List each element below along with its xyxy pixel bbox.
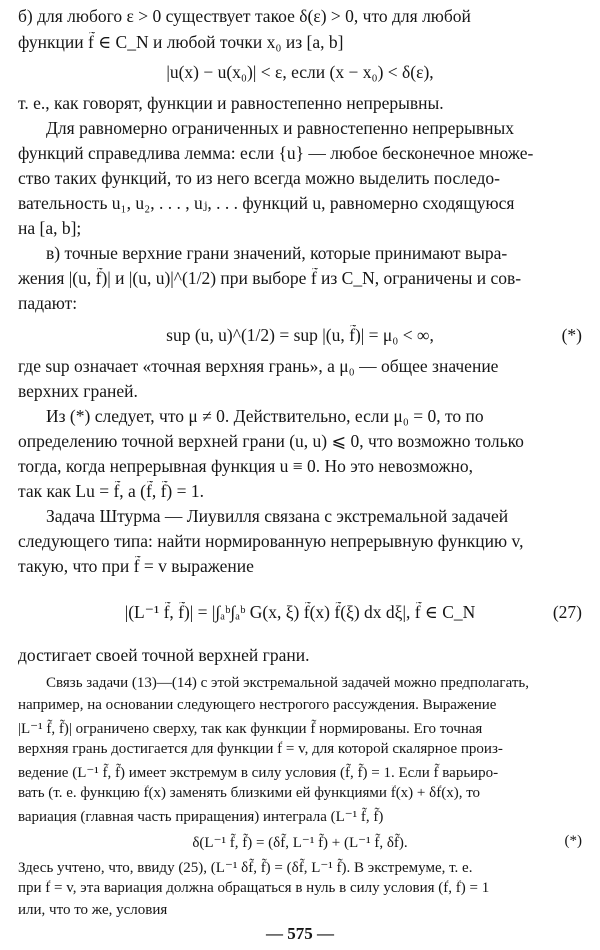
text-line: вариация (главная часть приращения) интеграла (L⁻¹ f̃, f̃) xyxy=(18,809,384,825)
equation-tag: (*) xyxy=(561,325,582,345)
text-line: или, что то же, условия xyxy=(18,902,168,918)
text-line: достигает своей точной верхней грани. xyxy=(18,645,310,665)
text-line: так как Lu = f̃, а (f̃, f̃) = 1. xyxy=(18,481,204,501)
text-line: например, на основании следующего нестрогого рассуждения. Выражение xyxy=(18,697,497,713)
text-line: жения |(u, f̃)| и |(u, u)|^(1/2) при выборе f̃ из C_N, ограничены и сов- xyxy=(18,268,522,288)
text-line: верхняя грань достигается для функции f̃ = v, для которой скалярное произ- xyxy=(18,741,503,757)
paragraph-start: Связь задачи (13)—(14) с этой экстремальной задачей можно предполагать, xyxy=(46,675,529,691)
text-line: ведение (L⁻¹ f̃, f̃) имеет экстремум в силу условия (f̃, f̃) = 1. Если f̃ варьиро- xyxy=(18,765,499,781)
formula-line: δ(L⁻¹ f̃, f̃) = (δf̃, L⁻¹ f̃) + (L⁻¹ f̃, δf̃). xyxy=(192,835,408,851)
formula-line: |(L⁻¹ f̃, f̃)| = |∫ₐᵇ∫ₐᵇ G(x, ξ) f̃(x) f̃(ξ) dx dξ|, f̃ ∈ C_N xyxy=(124,602,476,622)
paragraph-start: Из (*) следует, что μ ≠ 0. Действительно, если μ₀ = 0, то по xyxy=(46,406,484,426)
text-line: функции f̃ ∈ C_N и любой точки x₀ из [a, b] xyxy=(18,32,344,52)
text-line: б) для любого ε > 0 существует такое δ(ε) > 0, что для любой xyxy=(18,6,471,26)
formula-line: sup (u, u)^(1/2) = sup |(u, f̃)| = μ₀ < ∞, xyxy=(166,325,434,345)
text-line: при f̃ = v, эта вариация должна обращаться в нуль в силу условия (f̃, f̃) = 1 xyxy=(18,880,490,896)
page-number xyxy=(18,924,582,944)
equation-tag: (*) xyxy=(564,833,582,849)
text-line: где sup означает «точная верхняя грань», а μ₀ — общее значение xyxy=(18,356,499,376)
text-line: падают: xyxy=(18,293,78,313)
text-line: тогда, когда непрерывная функция u ≡ 0. Но это невозможно, xyxy=(18,456,473,476)
text-line: |L⁻¹ f̃, f̃)| ограничено сверху, так как функции f̃ нормированы. Его точная xyxy=(18,721,483,737)
text-line: функций справедлива лемма: если {u} — любое бесконечное множе- xyxy=(18,143,534,163)
paragraph-start: Для равномерно ограниченных и равностепенно непрерывных xyxy=(46,118,514,138)
text-line: Здесь учтено, что, ввиду (25), (L⁻¹ δf̃, f̃) = (δf̃, L⁻¹ f̃). В экстремуме, т. е. xyxy=(18,860,473,876)
text-line: верхних граней. xyxy=(18,381,138,401)
text-line: вательность u₁, u₂, . . . , uⱼ, . . . функций u, равномерно сходящуюся xyxy=(18,193,515,213)
text-line: на [a, b]; xyxy=(18,218,82,238)
text-line: т. е., как говорят, функции и равностепенно непрерывны. xyxy=(18,93,444,113)
formula-line: |u(x) − u(x₀)| < ε, если (x − x₀) < δ(ε), xyxy=(166,62,434,82)
text-line: следующего типа: найти нормированную непрерывную функцию v, xyxy=(18,531,524,551)
paragraph-start: в) точные верхние грани значений, которые принимают выра- xyxy=(46,243,508,263)
page-number-text: — 575 — xyxy=(266,924,334,943)
text-line: ство таких функций, то из него всегда можно выделить последо- xyxy=(18,168,500,188)
text-line: вать (т. е. функцию f̃(x) заменять близкими ей функциями f̃(x) + δf̃(x), то xyxy=(18,785,481,801)
paragraph-start: Задача Штурма — Лиувилля связана с экстремальной задачей xyxy=(46,506,509,526)
text-line: такую, что при f̃ = v выражение xyxy=(18,556,254,576)
text-line: определению точной верхней грани (u, u) ⩽ 0, что возможно только xyxy=(18,431,524,451)
equation-tag: (27) xyxy=(552,602,582,622)
